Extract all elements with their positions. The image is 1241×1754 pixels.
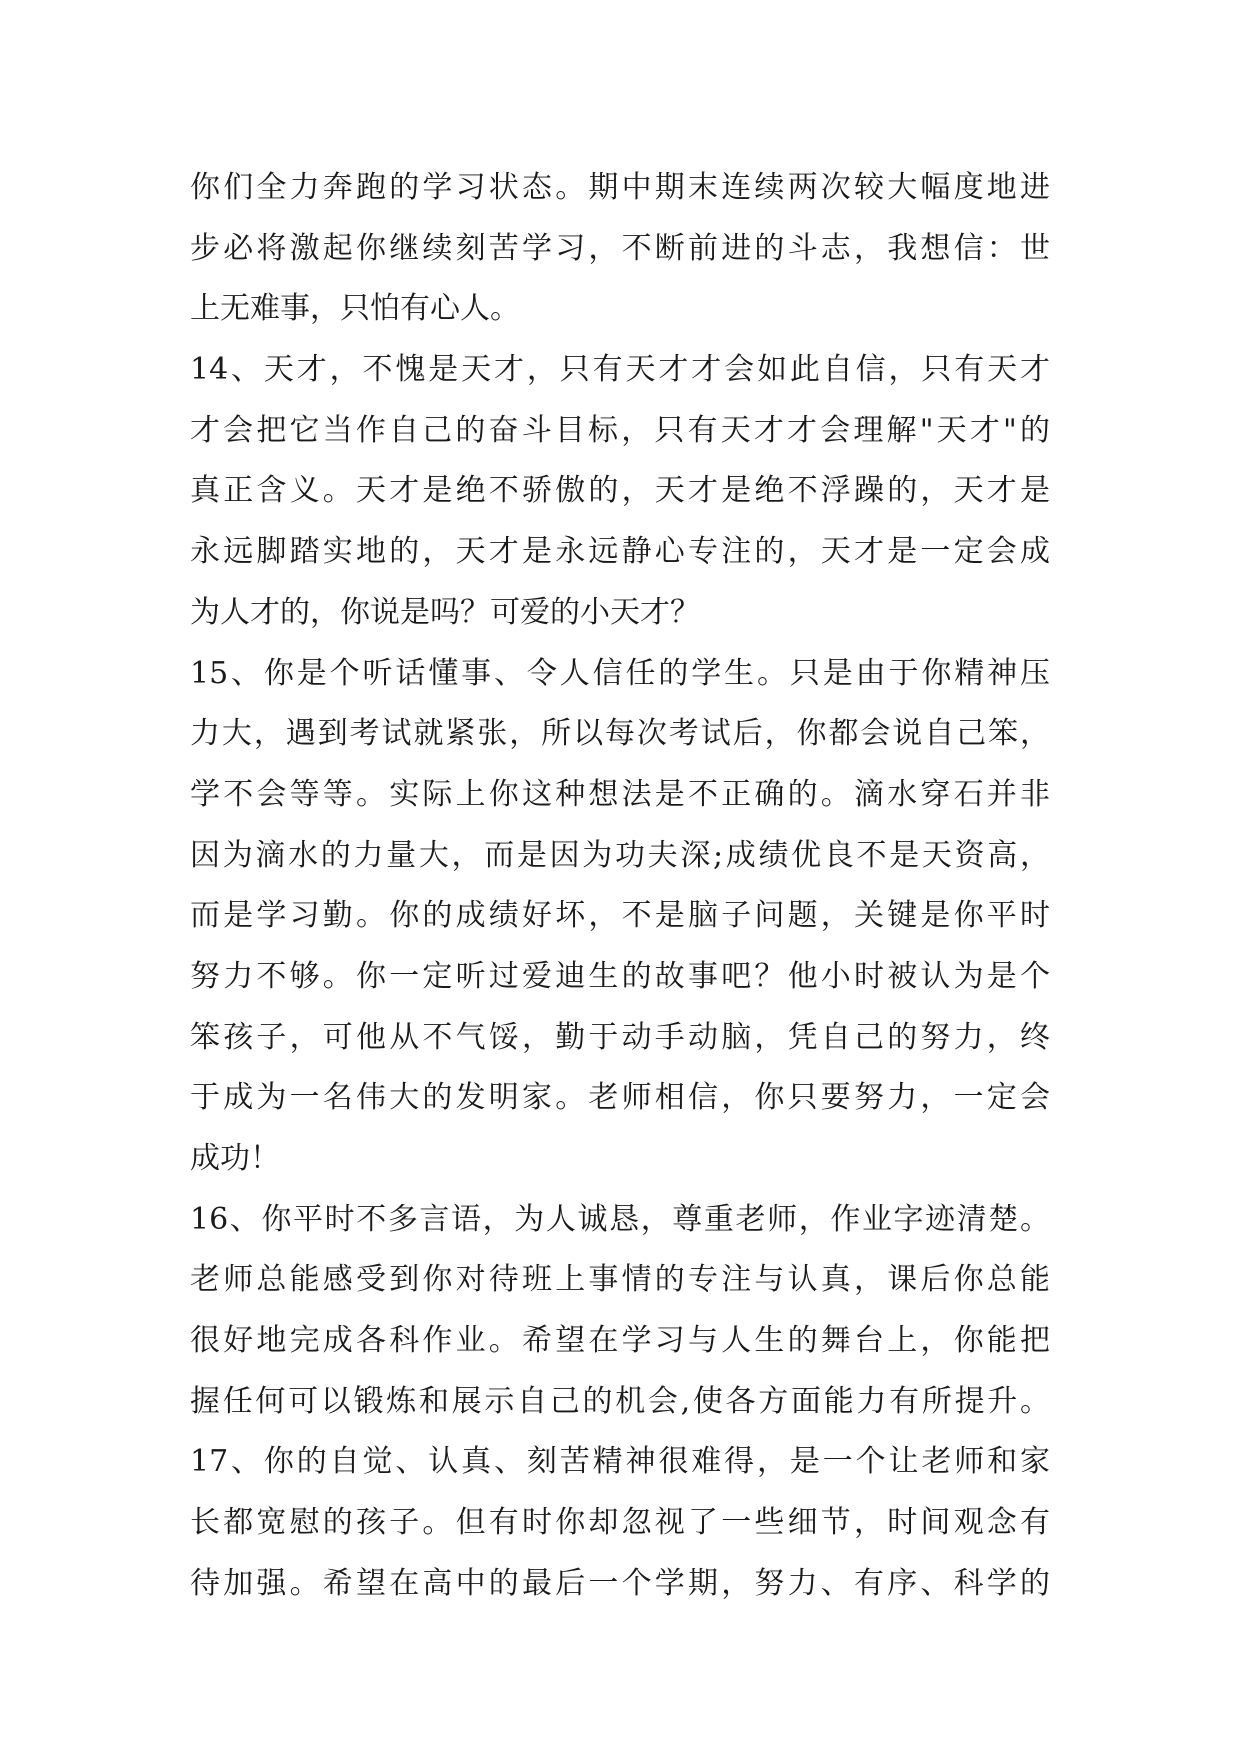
text-line: 真正含义。天才是绝不骄傲的，天才是绝不浮躁的，天才是	[190, 473, 1050, 509]
text-line: 17、你的自觉、认真、刻苦精神很难得，是一个让老师和家	[190, 1444, 1050, 1480]
text-line: 待加强。希望在高中的最后一个学期，努力、有序、科学的	[190, 1565, 1050, 1601]
text-line: 14、天才，不愧是天才，只有天才才会如此自信，只有天才	[190, 352, 1050, 388]
text-line: 永远脚踏实地的，天才是永远静心专注的，天才是一定会成	[190, 534, 1050, 570]
text-line: 握任何可以锻炼和展示自己的机会,使各方面能力有所提升。	[190, 1383, 1050, 1419]
text-line: 长都宽慰的孩子。但有时你却忽视了一些细节，时间观念有	[190, 1505, 1050, 1541]
text-line: 而是学习勤。你的成绩好坏，不是脑子问题，关键是你平时	[190, 898, 1050, 934]
body-text	[190, 158, 1050, 1615]
text-line: 才会把它当作自己的奋斗目标，只有天才才会理解"天才"的	[190, 412, 1050, 448]
text-line: 于成为一名伟大的发明家。老师相信，你只要努力，一定会	[190, 1080, 1050, 1116]
text-line: 15、你是个听话懂事、令人信任的学生。只是由于你精神压	[190, 655, 1050, 691]
text-line: 学不会等等。实际上你这种想法是不正确的。滴水穿石并非	[190, 776, 1050, 812]
text-line: 为人才的，你说是吗？可爱的小天才？	[190, 594, 700, 630]
text-line: 力大，遇到考试就紧张，所以每次考试后，你都会说自己笨，	[190, 716, 1050, 752]
text-line: 步必将激起你继续刻苦学习，不断前进的斗志，我想信：世	[190, 230, 1050, 266]
text-line: 很好地完成各科作业。希望在学习与人生的舞台上，你能把	[190, 1323, 1050, 1359]
text-line: 因为滴水的力量大，而是因为功夫深;成绩优良不是天资高，	[190, 837, 1050, 873]
text-line: 笨孩子，可他从不气馁，勤于动手动脑，凭自己的努力，终	[190, 1019, 1050, 1055]
text-line: 16、你平时不多言语，为人诚恳，尊重老师，作业字迹清楚。	[190, 1201, 1050, 1237]
text-line: 老师总能感受到你对待班上事情的专注与认真，课后你总能	[190, 1262, 1050, 1298]
text-line: 你们全力奔跑的学习状态。期中期末连续两次较大幅度地进	[190, 170, 1050, 205]
text-line: 上无难事，只怕有心人。	[190, 291, 520, 327]
text-line: 成功！	[190, 1141, 280, 1176]
text-line: 努力不够。你一定听过爱迪生的故事吧？他小时被认为是个	[190, 958, 1050, 994]
